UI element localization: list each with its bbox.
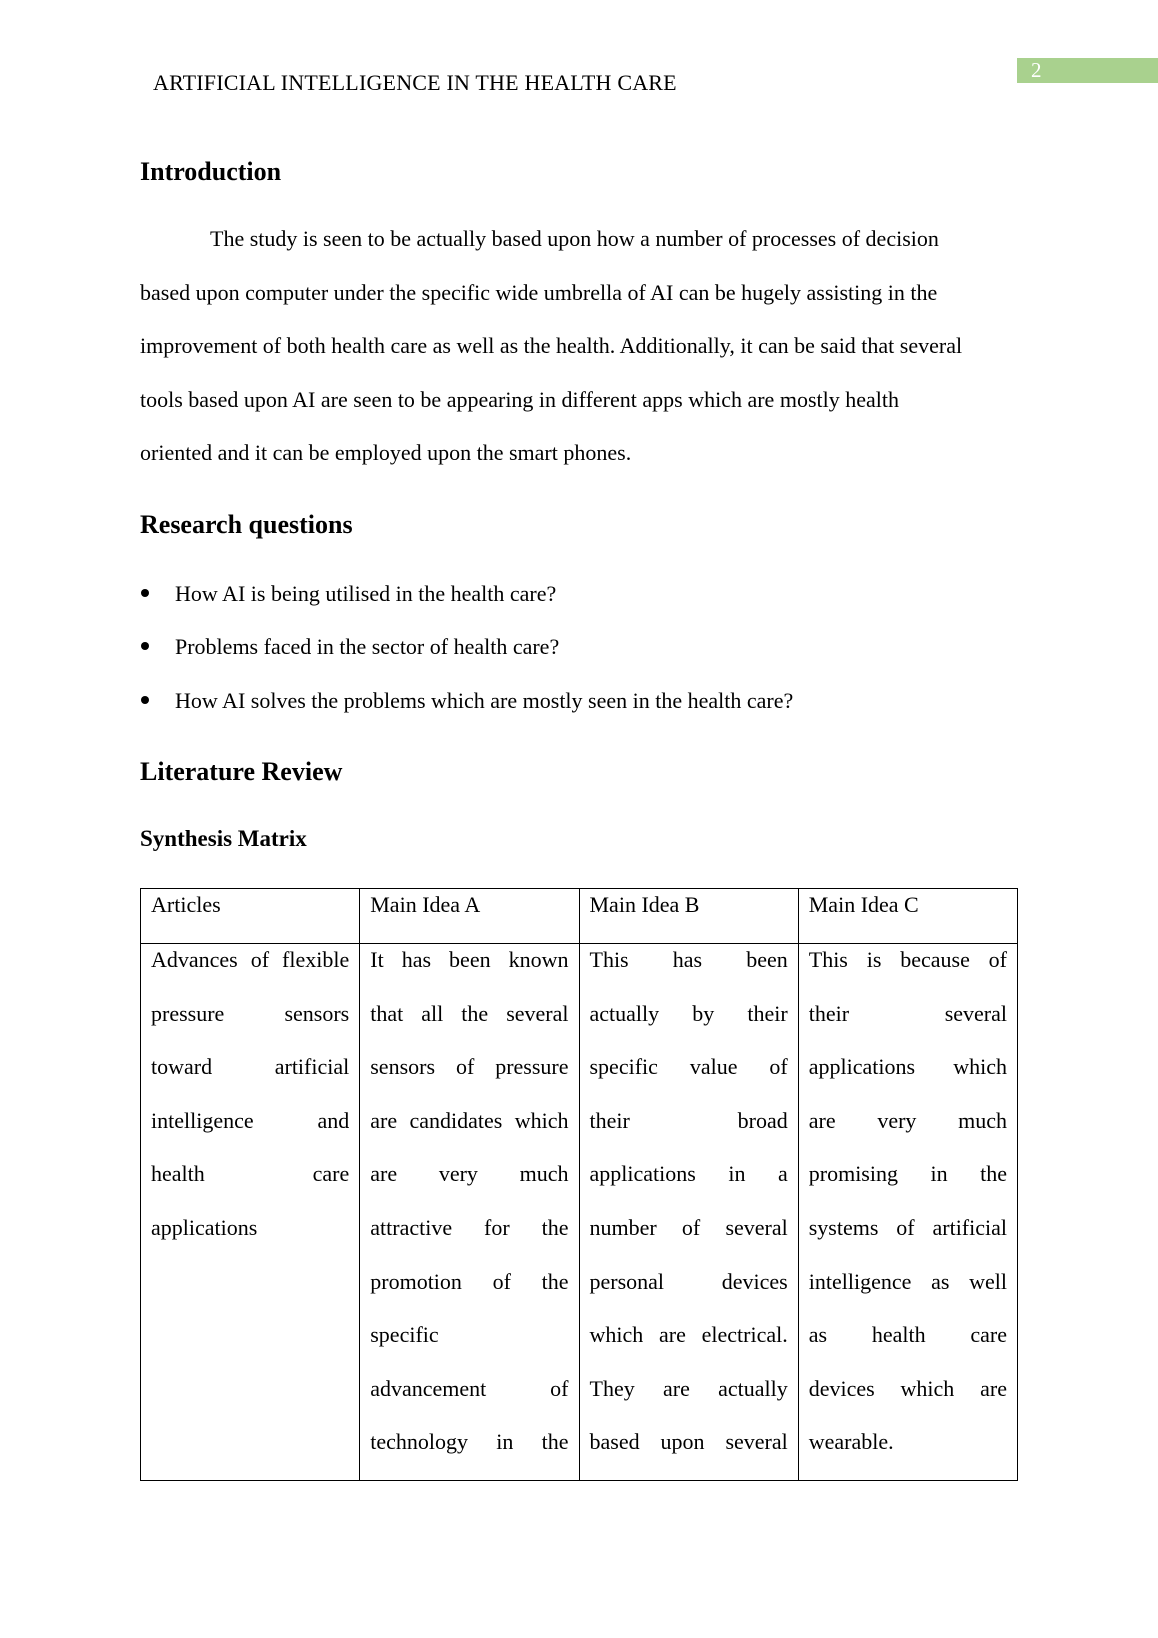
cell-line: pressure sensors: [151, 1000, 350, 1026]
cell-line: attractive for the: [370, 1214, 569, 1240]
cell-line: based upon several: [589, 1429, 788, 1455]
page-number: 2: [1017, 58, 1158, 83]
cell-line: technology in the: [370, 1429, 569, 1455]
cell-line: their several: [808, 1000, 1007, 1026]
introduction-paragraph: [140, 223, 1018, 491]
cell-line: are very much: [370, 1161, 569, 1187]
cell-line: toward artificial: [151, 1054, 350, 1080]
cell-line: are candidates which: [370, 1107, 569, 1133]
cell-line: are very much: [808, 1107, 1007, 1133]
cell-line: devices which are: [808, 1375, 1007, 1401]
cell-line: applications: [151, 1214, 258, 1240]
cell-line: their broad: [589, 1107, 788, 1133]
cell-line: promising in the: [808, 1161, 1007, 1187]
header-label: Articles: [151, 892, 221, 917]
cell-line: promotion of the: [370, 1268, 569, 1294]
paragraph-line: based upon computer under the specific wide umbrella of AI can be hugely assisting in the: [140, 279, 938, 305]
cell-line: It has been known: [370, 947, 569, 972]
cell-line: specific value of: [589, 1054, 788, 1080]
cell-articles: [141, 944, 360, 1481]
paragraph-line: improvement of both health care as well as the health. Additionally, it can be said that several: [140, 333, 963, 359]
research-questions-heading: Research questions: [140, 510, 353, 539]
cell-line: health care: [151, 1161, 350, 1187]
cell-line: Advances of flexible: [151, 947, 350, 972]
list-item: [140, 685, 793, 738]
header-cell-main-idea-b: [579, 889, 798, 944]
cell-main-idea-c: [798, 944, 1017, 1481]
list-item-text: How AI solves the problems which are mostly seen in the health care?: [175, 687, 794, 713]
cell-line: applications which: [808, 1054, 1007, 1080]
bullet-icon: [141, 642, 149, 650]
bullet-icon: [141, 589, 149, 597]
cell-main-idea-a: [360, 944, 579, 1481]
cell-line: This has been: [589, 947, 788, 972]
cell-main-idea-b: [579, 944, 798, 1481]
cell-line: applications in a: [589, 1161, 788, 1187]
cell-line: systems of artificial: [808, 1214, 1007, 1240]
cell-line: actually by their: [589, 1000, 788, 1026]
cell-line: number of several: [589, 1214, 788, 1240]
list-item: [140, 631, 793, 684]
cell-line: specific: [370, 1322, 439, 1348]
running-head: ARTIFICIAL INTELLIGENCE IN THE HEALTH CARE: [153, 70, 677, 95]
header-cell-main-idea-a: [360, 889, 579, 944]
paragraph-line: The study is seen to be actually based upon how a number of processes of decision: [210, 226, 939, 251]
cell-line: intelligence and: [151, 1107, 350, 1133]
cell-line: personal devices: [589, 1268, 788, 1294]
cell-line: intelligence as well: [808, 1268, 1007, 1294]
cell-line: which are electrical.: [589, 1322, 788, 1348]
synthesis-matrix-table: [140, 888, 1018, 1481]
header-label: Main Idea C: [808, 892, 919, 917]
list-item-text: Problems faced in the sector of health care?: [175, 634, 560, 660]
introduction-heading: Introduction: [140, 157, 282, 186]
literature-review-heading: Literature Review: [140, 757, 343, 786]
cell-line: sensors of pressure: [370, 1054, 569, 1080]
header-cell-articles: [141, 889, 360, 944]
table-header-row: [141, 889, 1018, 944]
list-item-text: How AI is being utilised in the health care?: [175, 581, 557, 606]
cell-line: that all the several: [370, 1000, 569, 1026]
bullet-icon: [141, 696, 149, 704]
cell-line: They are actually: [589, 1375, 788, 1401]
cell-line: as health care: [808, 1322, 1007, 1348]
header-label: Main Idea B: [589, 892, 700, 917]
paragraph-line: tools based upon AI are seen to be appearing in different apps which are mostly health: [140, 386, 899, 412]
table-row: [141, 944, 1018, 1481]
cell-line: advancement of: [370, 1375, 569, 1401]
header-label: Main Idea A: [370, 892, 481, 917]
list-item: [140, 578, 793, 631]
paragraph-line: oriented and it can be employed upon the smart phones.: [140, 440, 632, 466]
header-cell-main-idea-c: [798, 889, 1017, 944]
research-questions-list: [140, 578, 793, 738]
cell-line: This is because of: [808, 947, 1007, 972]
synthesis-matrix-heading: Synthesis Matrix: [140, 826, 307, 851]
cell-line: wearable.: [808, 1429, 894, 1455]
